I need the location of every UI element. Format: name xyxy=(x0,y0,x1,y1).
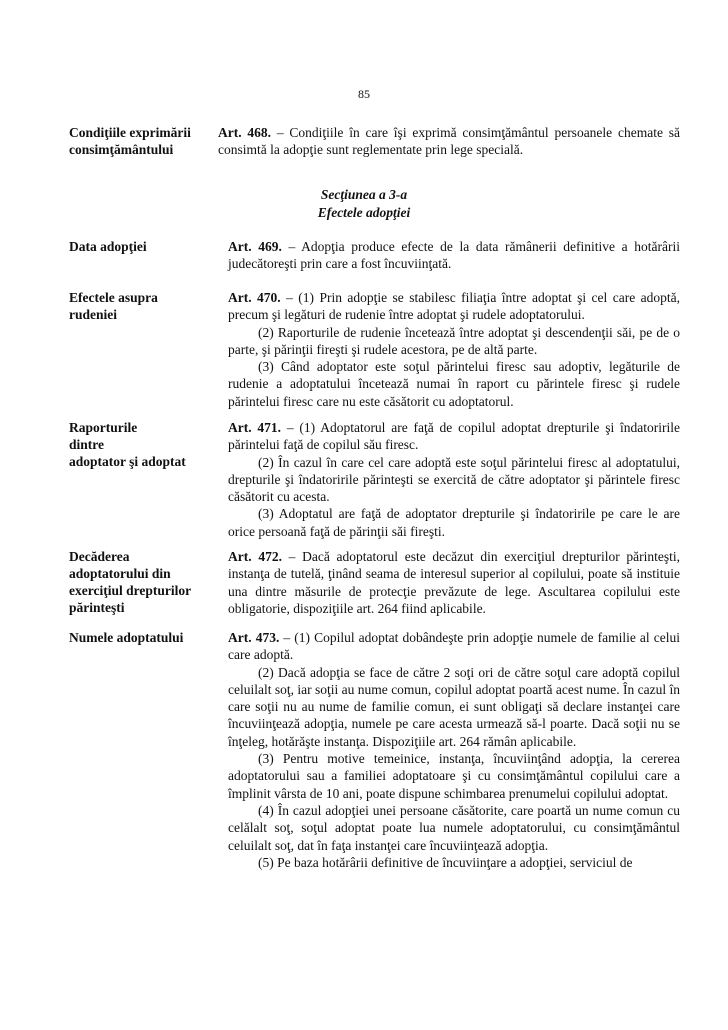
marginal-title-line: Raporturile xyxy=(69,420,138,435)
paragraph-text: – (1) Copilul adoptat dobândeşte prin adopţie numele de familie al celui care adoptă. xyxy=(228,630,680,663)
marginal-title xyxy=(69,629,219,646)
article-number: Art. 469. xyxy=(228,239,282,254)
paragraph: (2) În cazul în care cel care adoptă este soţul părintelui firesc al adoptatului, drepturile şi îndatoririle părinteşti se exercită de către adoptator şi părintele firesc căsătorit cu acesta. xyxy=(228,454,680,505)
article-number: Art. 471. xyxy=(228,420,282,435)
article-body xyxy=(228,238,680,273)
marginal-title xyxy=(69,289,219,323)
page-number: 85 xyxy=(358,87,370,101)
section-heading xyxy=(0,186,728,221)
paragraph-text: – Condiţiile în care îşi exprimă consimţământul persoanele chemate să consimtă la adopţie sunt reglementate prin lege specială. xyxy=(218,125,680,158)
paragraph-text: – Dacă adoptatorul este decăzut din exerciţiul drepturilor părinteşti, instanţa de tutelă, ţinând seama de interesul superior al copilului, poate să instituie una dintre măsurile de protecţie prevăzute de lege. Ascultarea copilului este obligatorie, dispoziţiile art. 264 fiind aplicabile. xyxy=(228,549,680,616)
paragraph-text: – (1) Adoptatorul are faţă de copilul adoptat drepturile şi îndatoririle părintelui faţă de copilul său firesc. xyxy=(228,420,680,453)
marginal-title-line: exerciţiul drepturilor xyxy=(69,583,192,598)
article-body xyxy=(228,289,680,410)
paragraph: (3) Când adoptator este soţul părintelui firesc sau adoptiv, legăturile de rudenie a adoptatului încetează numai în raport cu părintele firesc şi rudele părintelui firesc care nu este căsătorit cu adoptatorul. xyxy=(228,359,680,409)
marginal-title-line: rudeniei xyxy=(69,307,118,322)
paragraph xyxy=(228,289,680,324)
marginal-title-line: părinteşti xyxy=(69,600,125,615)
section-subtitle: Efectele adopţiei xyxy=(317,204,411,220)
marginal-title-line: Condiţiile exprimării xyxy=(69,125,191,140)
paragraph: (2) Raporturile de rudenie încetează între adoptat şi descendenţii săi, pe de o parte, şi părinţii fireşti şi rudele acestora, pe de altă parte. xyxy=(228,324,680,357)
article-number: Art. 472. xyxy=(228,549,282,564)
marginal-title-line: dintre xyxy=(69,437,105,452)
paragraph xyxy=(228,419,680,454)
marginal-title-line: Decăderea xyxy=(69,549,130,564)
marginal-title xyxy=(69,124,219,158)
article-number: Art. 473. xyxy=(228,630,280,645)
paragraph: (5) Pe baza hotărârii definitive de încuviinţare a adopţiei, serviciul de xyxy=(258,854,633,870)
article-body xyxy=(218,124,680,159)
marginal-title-line: adoptator şi adoptat xyxy=(69,454,186,469)
article-body xyxy=(228,419,680,540)
section-title: Secţiunea a 3-a xyxy=(320,187,408,202)
marginal-title-line: adoptatorului din xyxy=(69,566,171,581)
article-body xyxy=(228,548,680,617)
paragraph: (3) Pentru motive temeinice, instanţa, încuviinţând adopţia, la cererea adoptatorului sau a familiei adoptatoare şi cu consimţământul copilului care a împlinit vârsta de 10 ani, poate dispune schimbarea prenumelui copilului adoptat. xyxy=(228,751,680,801)
paragraph: (2) Dacă adopţia se face de către 2 soţi ori de către soţul care adoptă copilul celuilalt soţ, iar soţii au nume comun, copilul adoptat poartă acest nume. În cazul în care soţii nu au nume de familie comun, ei sunt obligaţi să declare instanţei care încuviinţează adopţia, numele pe care acesta urmează să-l poarte. Dacă soţii nu se înţeleg, hotărăşte instanţa. Dispoziţiile art. 264 rămân aplicabile. xyxy=(228,664,680,749)
paragraph xyxy=(228,548,680,617)
paragraph xyxy=(228,629,680,664)
marginal-title xyxy=(69,419,219,470)
article-number: Art. 470. xyxy=(228,290,281,305)
paragraph-text: – (1) Prin adopţie se stabilesc filiaţia între adoptat şi cel care adoptă, precum şi legături de rudenie între adoptat şi rudele adoptatorului. xyxy=(228,290,680,323)
marginal-title xyxy=(69,548,219,616)
marginal-title-line: Efectele asupra xyxy=(69,290,158,305)
article-number: Art. 468. xyxy=(218,125,272,140)
marginal-title-line: Data adopţiei xyxy=(69,239,147,254)
paragraph-text: – Adopţia produce efecte de la data rămânerii definitive a hotărârii judecătoreşti prin care a fost încuviinţată. xyxy=(228,239,680,272)
paragraph xyxy=(228,238,680,273)
marginal-title xyxy=(69,238,219,255)
article-body xyxy=(228,629,680,871)
marginal-title-line: consimţământului xyxy=(69,142,174,157)
marginal-title-line: Numele adoptatului xyxy=(69,630,184,645)
paragraph xyxy=(218,124,680,159)
paragraph: (3) Adoptatul are faţă de adoptator drepturile şi îndatoririle pe care le are orice persoană faţă de părinţii săi fireşti. xyxy=(228,506,680,539)
paragraph: (4) În cazul adopţiei unei persoane căsătorite, care poartă un nume comun cu celălalt soţ, soţul adoptat poate lua numele adoptatorului, cu consimţământul celuilalt soţ, dat în faţa instanţei care încuviinţează adopţia. xyxy=(228,802,680,853)
